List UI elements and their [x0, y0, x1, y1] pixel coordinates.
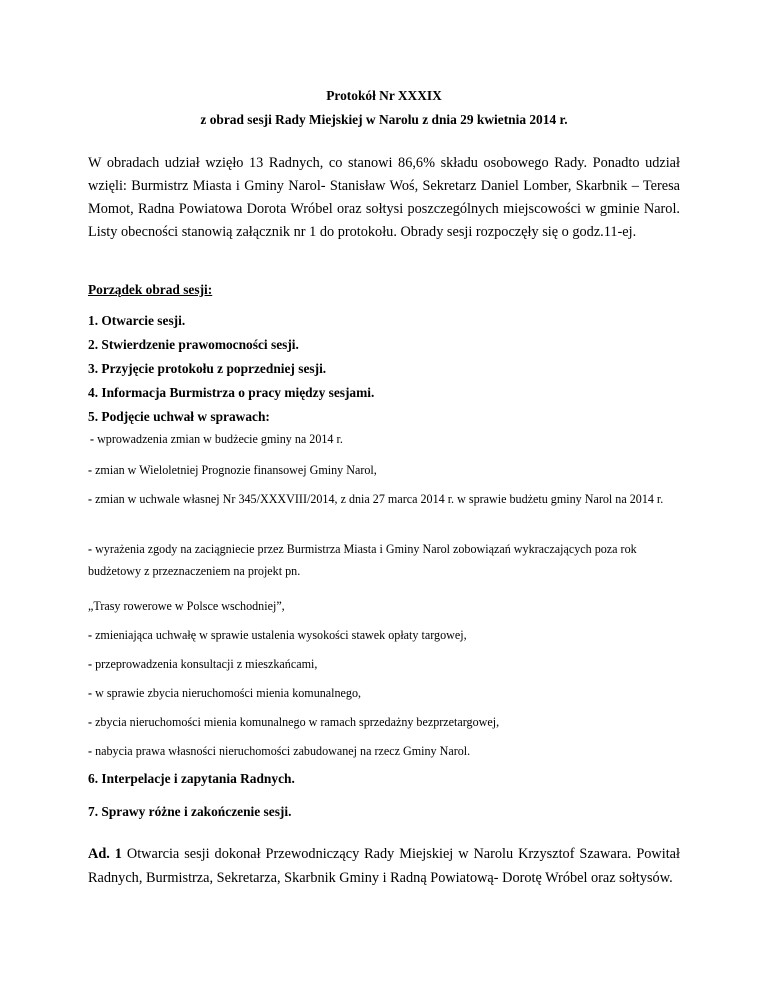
sub-item-text: zmieniająca uchwałę w sprawie ustalenia wysokości stawek opłaty targowej, [95, 628, 467, 642]
agenda-item: 4. Informacja Burmistrza o pracy między sesjami. [88, 385, 375, 400]
sub-item-text: nabycia prawa własności nieruchomości zabudowanej na rzecz Gminy Narol. [95, 744, 471, 758]
list-dash: - [88, 463, 93, 477]
sub-item-text: wyrażenia zgody na zaciągniecie przez Burmistrza Miasta i Gminy Narol zobowiązań wykraczających poza rok budżetowy z przeznaczeniem na projekt pn. [88, 542, 637, 578]
list-dash: - [88, 686, 93, 700]
list-dash: - [88, 744, 93, 758]
agenda-heading: Porządek obrad sesji: [88, 282, 213, 297]
sub-item [88, 488, 680, 510]
agenda-item: 5. Podjęcie uchwał w sprawach: [88, 409, 270, 424]
agenda-item: 2. Stwierdzenie prawomocności sesji. [88, 337, 299, 352]
sub-item-text: zbycia nieruchomości mienia komunalnego w ramach sprzedażny bezprzetargowej, [95, 715, 500, 729]
ad1-label: Ad. 1 [88, 846, 122, 862]
list-dash: - [90, 432, 95, 446]
sub-item-text: w sprawie zbycia nieruchomości mienia komunalnego, [95, 686, 362, 700]
document-subtitle: z obrad sesji Rady Miejskiej w Narolu z dnia 29 kwietnia 2014 r. [200, 112, 568, 127]
sub-item [88, 740, 680, 762]
list-dash: - [88, 542, 93, 556]
list-dash: - [88, 628, 93, 642]
sub-item [88, 711, 680, 733]
agenda-item: 6. Interpelacje i zapytania Radnych. [88, 771, 295, 786]
sub-item-text: zmian w Wieloletniej Prognozie finansowej Gminy Narol, [95, 463, 377, 477]
sub-item [88, 538, 680, 582]
intro-paragraph: W obradach udział wzięło 13 Radnych, co stanowi 86,6% składu osobowego Rady. Ponadto udział wzięli: Burmistrz Miasta i Gminy Narol- Stanisław Woś, Sekretarz Daniel Lomber, Skarbnik – Teresa Momot, Radna Powiatowa Dorota Wróbel oraz sołtysi poszczególnych miejscowości w gminie Narol. Listy obecności stanowią załącznik nr 1 do protokołu. Obrady sesji rozpoczęły się o godz.11-ej. [88, 155, 680, 240]
ad1-paragraph [88, 842, 680, 890]
sub-item [88, 459, 680, 481]
document-title: Protokół Nr XXXIX [326, 88, 442, 103]
agenda-item: 7. Sprawy różne i zakończenie sesji. [88, 804, 292, 819]
sub-item-text: przeprowadzenia konsultacji z mieszkańcami, [95, 657, 318, 671]
agenda-item: 1. Otwarcie sesji. [88, 313, 186, 328]
sub-item-text: „Trasy rowerowe w Polsce wschodniej”, [88, 599, 285, 613]
list-dash: - [88, 715, 93, 729]
sub-item-text: wprowadzenia zmian w budżecie gminy na 2014 r. [97, 432, 343, 446]
sub-item [88, 653, 680, 675]
agenda-item: 3. Przyjęcie protokołu z poprzedniej sesji. [88, 361, 327, 376]
sub-item-quote [88, 595, 680, 617]
sub-item-text: zmian w uchwale własnej Nr 345/XXXVIII/2014, z dnia 27 marca 2014 r. w sprawie budżetu gminy Narol na 2014 r. [95, 492, 664, 506]
ad1-text: Otwarcia sesji dokonał Przewodniczący Rady Miejskiej w Narolu Krzysztof Szawara. Powitał Radnych, Burmistrza, Sekretarza, Skarbnik Gminy i Radną Powiatową- Dorotę Wróbel oraz sołtysów. [88, 846, 681, 886]
list-dash: - [88, 492, 93, 506]
sub-item [88, 682, 680, 704]
sub-item [90, 428, 682, 450]
list-dash: - [88, 657, 93, 671]
sub-item [88, 624, 680, 646]
